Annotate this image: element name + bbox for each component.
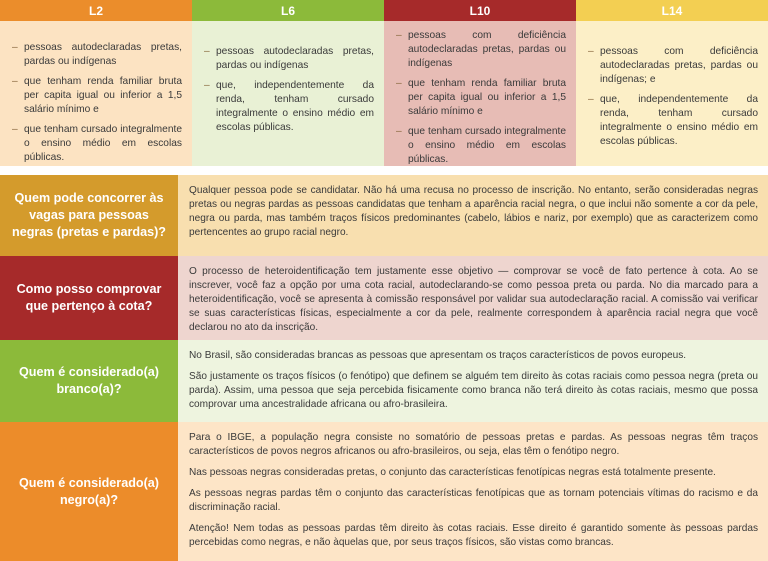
faq-paragraph: Nas pessoas negras consideradas pretas, o conjunto das características fenotípicas negras está totalmente presente.	[189, 467, 716, 478]
faq-question: Quem pode concorrer às vagas para pessoas negras (pretas e pardas)?	[0, 175, 178, 256]
quota-item: – que tenham cursado integralmente o ensino médio em escolas públicas.	[12, 123, 182, 165]
quota-column-l6	[192, 0, 384, 166]
quota-header-l2: L2	[0, 0, 192, 21]
quota-item: – que tenham cursado integralmente o ensino médio em escolas públicas.	[396, 125, 566, 167]
quota-item: – que, independentemente da renda, tenham cursado integralmente o ensino médio em escolas públicas.	[588, 93, 758, 149]
faq-question: Quem é considerado(a) negro(a)?	[0, 422, 178, 561]
quota-item: – pessoas autodeclaradas pretas, pardas ou indígenas	[12, 41, 182, 69]
quota-column-l14	[576, 0, 768, 166]
faq-paragraph: Para o IBGE, a população negra consiste no somatório de pessoas pretas e pardas. As pessoas negras têm traços característicos de povos negros africanos ou afro-brasileiros, ou seja, elas têm o fenótipo negro.	[189, 432, 758, 457]
faq-answer	[178, 340, 768, 422]
faq-row-who-can-apply	[0, 175, 768, 256]
quota-item: – que, independentemente da renda, tenham cursado integralmente o ensino médio em escolas públicas.	[204, 79, 374, 135]
faq-question: Quem é considerado(a) branco(a)?	[0, 340, 178, 422]
quota-columns	[0, 0, 768, 166]
section-divider	[0, 166, 768, 175]
faq-paragraph: No Brasil, são consideradas brancas as pessoas que apresentam os traços característicos de povos europeus.	[189, 350, 687, 361]
quota-item: – pessoas com deficiência autodeclaradas pretas, pardas ou indígenas	[396, 29, 566, 71]
faq-row-who-is-white	[0, 340, 768, 422]
quota-header-l14: L14	[576, 0, 768, 21]
faq-row-how-to-prove	[0, 256, 768, 340]
quota-item: – pessoas autodeclaradas pretas, pardas ou indígenas	[204, 45, 374, 73]
quota-column-l10	[384, 0, 576, 166]
faq-row-who-is-black	[0, 422, 768, 561]
quota-item: – que tenham renda familiar bruta per capita igual ou inferior a 1,5 salário mínimo e	[12, 75, 182, 117]
quota-item: – pessoas com deficiência autodeclaradas pretas, pardas ou indígenas; e	[588, 45, 758, 87]
faq-paragraph: Atenção! Nem todas as pessoas pardas têm direito às cotas raciais. Esse direito é garantido somente às pessoas pardas percebidas como negras, e não àquelas que, por seus traços físicos, são vistas como brancas.	[189, 523, 758, 548]
quota-header-l6: L6	[192, 0, 384, 21]
quota-item: – que tenham renda familiar bruta per capita igual ou inferior a 1,5 salário mínimo e	[396, 77, 566, 119]
faq-paragraph: São justamente os traços físicos (o fenótipo) que definem se alguém tem direito às cotas raciais como pessoa negra (preta ou parda). Assim, uma pessoa que seja percebida fisicamente como branca não terá direito às cotas raciais, mesmo que possa comprovar uma ancestralidade africana ou afro-brasileira.	[189, 371, 758, 410]
quota-column-l2	[0, 0, 192, 166]
faq-paragraph: Qualquer pessoa pode se candidatar. Não há uma recusa no processo de inscrição. No entanto, serão consideradas negras pretas ou negras pardas as pessoas candidatas que tenham a aparência racial negra, o que inclui não somente a cor da pele, negra ou parda, mas também traços físicos predominantes (cabelo, lábios e nariz, por exemplo) que as caracterizem como pertencentes ao grupo racial negro.	[189, 185, 758, 238]
faq-answer	[178, 422, 768, 561]
faq-paragraph: O processo de heteroidentificação tem justamente esse objetivo — comprovar se você de fato pertence à cota. Ao se inscrever, você faz a opção por uma cota racial, autodeclarando-se como pessoa preta ou parda. No dia marcado para a heteroidentificação, você se apresenta à comissão responsável por validar sua autodeclaração racial. A comissão vai verificar se suas características físicas, especialmente a cor da pele, realmente correspondem à aparência racial negra que você declarou no ato da inscrição.	[189, 266, 758, 333]
faq-question: Como posso comprovar que pertenço à cota?	[0, 256, 178, 340]
quota-header-l10: L10	[384, 0, 576, 21]
faq-answer	[178, 175, 768, 256]
faq-answer	[178, 256, 768, 340]
faq-paragraph: As pessoas negras pardas têm o conjunto das características fenotípicas que as tornam potenciais vítimas do racismo e da discriminação racial.	[189, 488, 758, 513]
